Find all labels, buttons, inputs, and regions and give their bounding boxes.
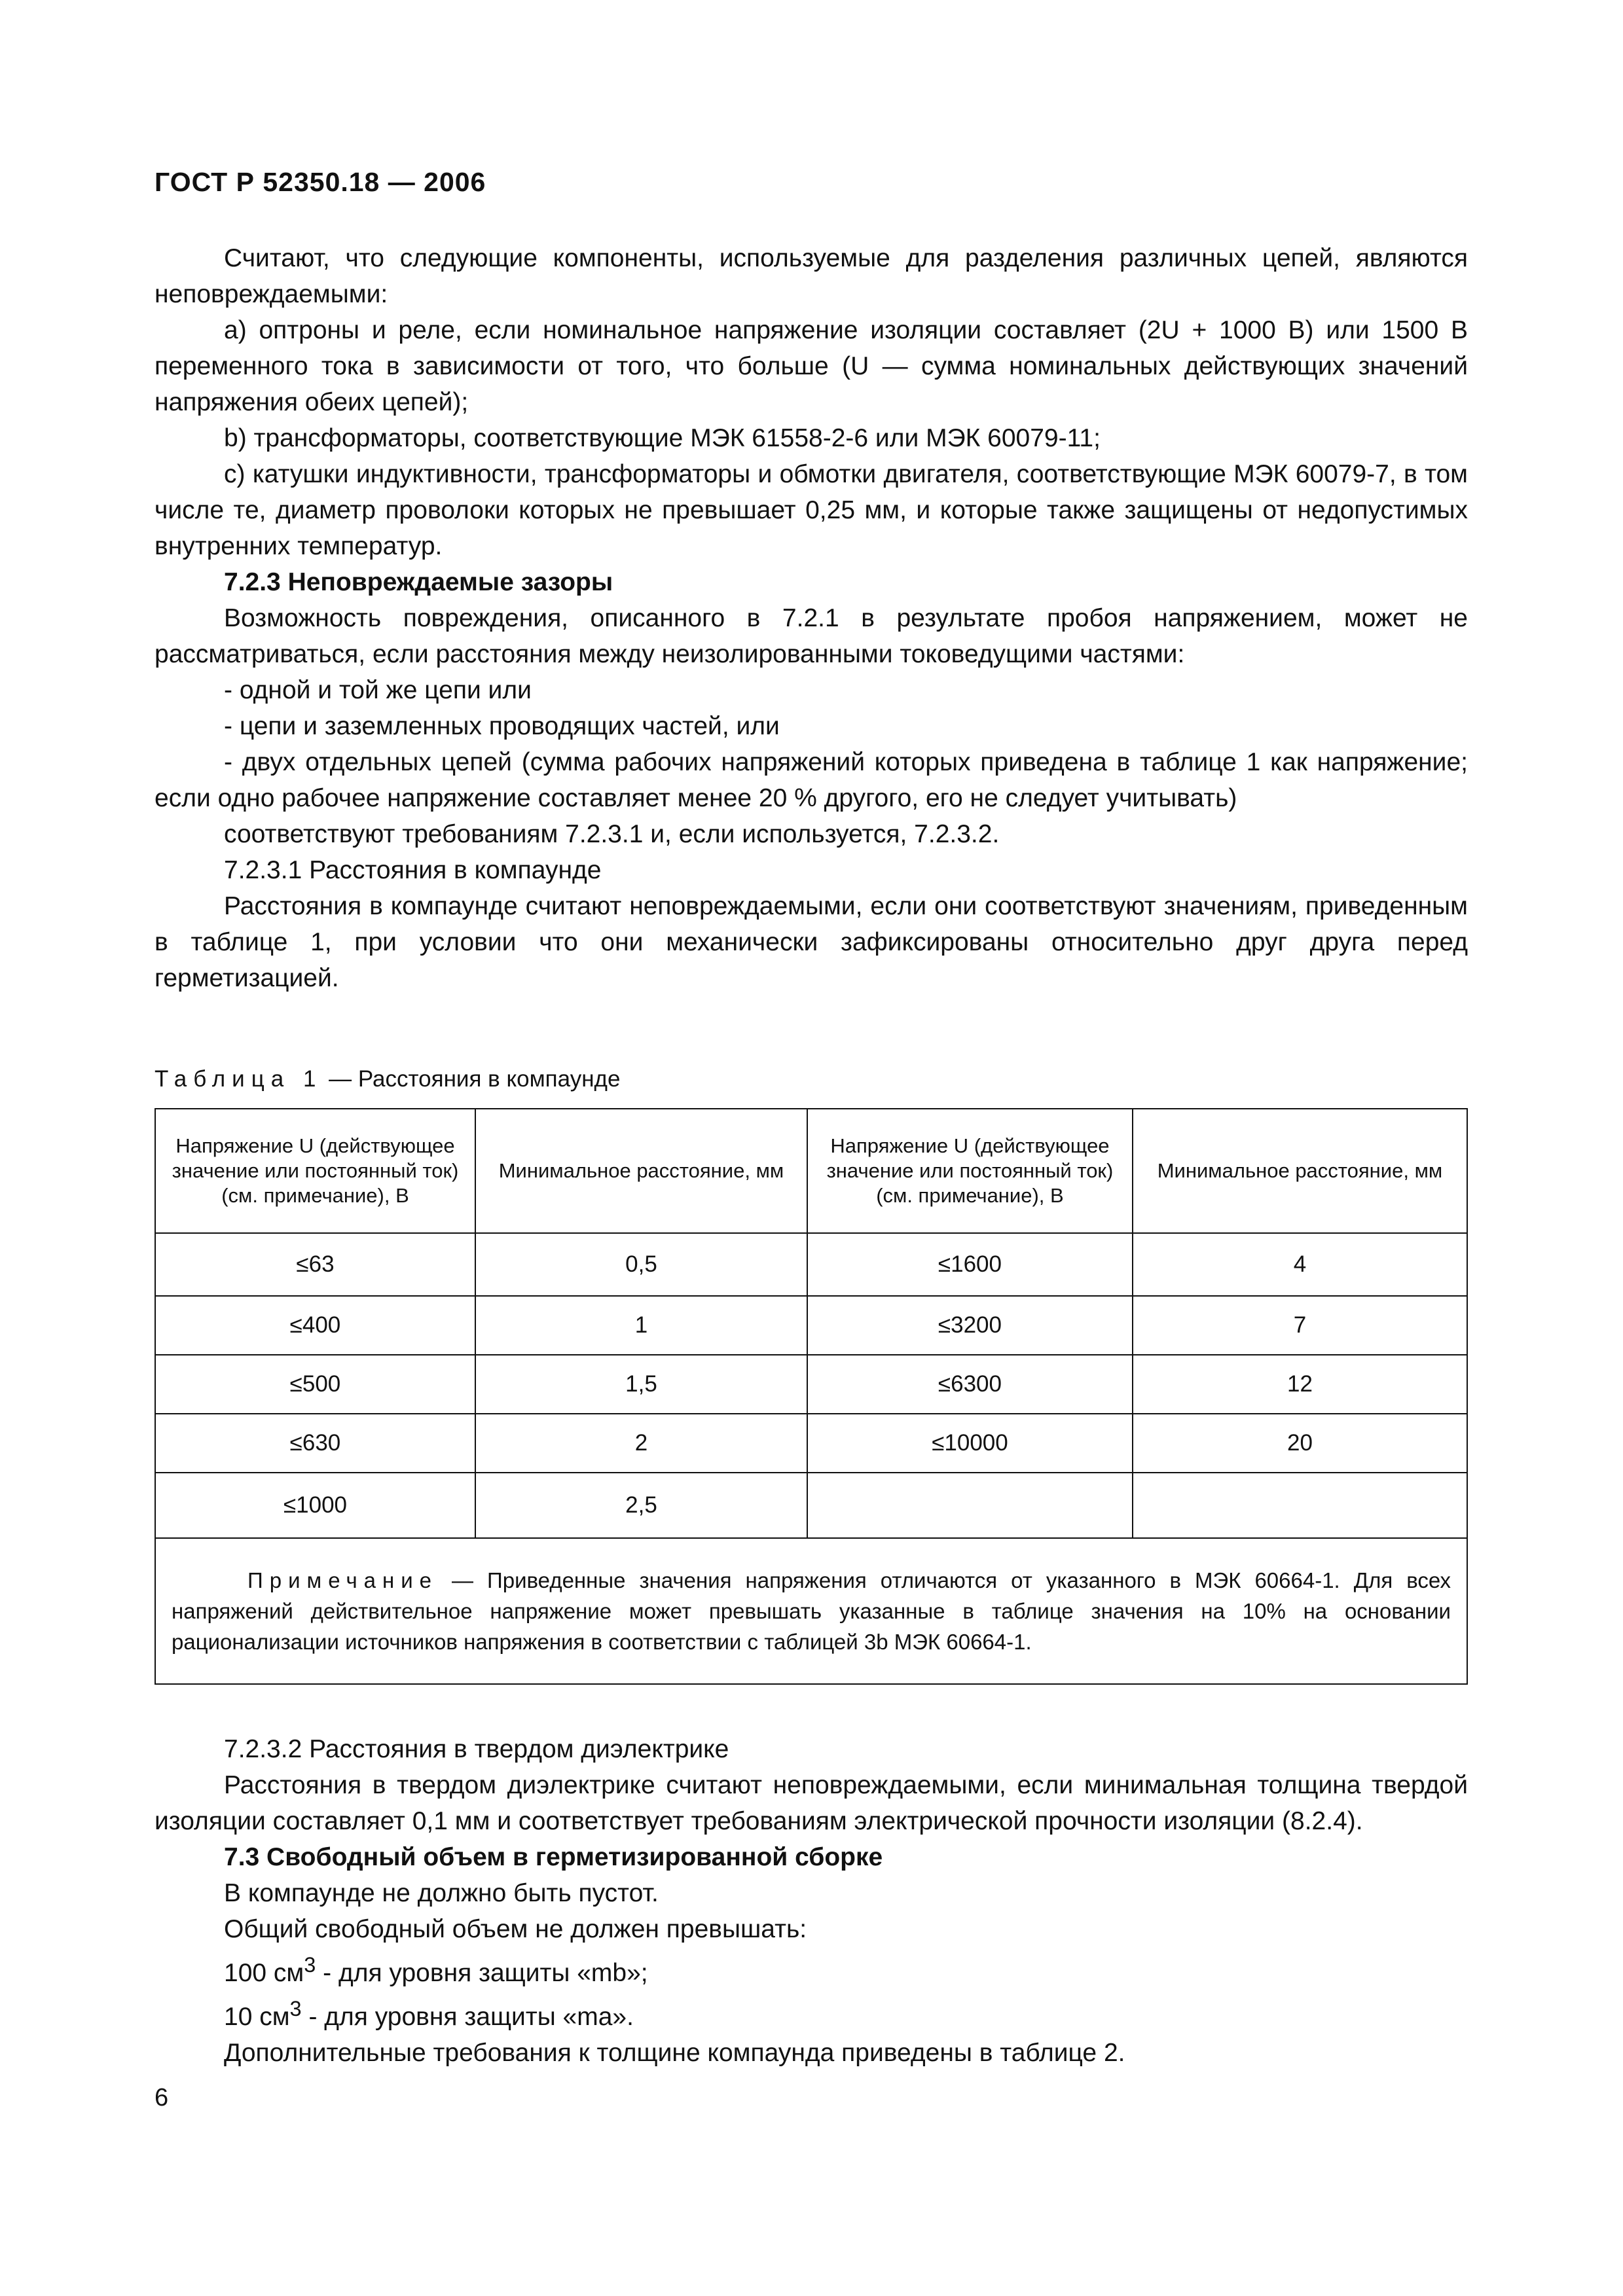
page-number: 6 [155, 2084, 169, 2111]
table-cell: ≤63 [155, 1233, 475, 1296]
table-cell: ≤400 [155, 1296, 475, 1355]
paragraph: соответствуют требованиям 7.2.3.1 и, если используется, 7.2.3.2. [224, 820, 1000, 848]
paragraph: Общий свободный объем не должен превышать: [224, 1915, 807, 1943]
table-caption-title: — Расстояния в компаунде [322, 1066, 621, 1092]
table-cell: ≤6300 [807, 1355, 1133, 1414]
paragraph: Расстояния в компаунде считают неповреждаемыми, если они соответствуют значениям, приведенным в таблице 1, при условии что они механически зафиксированы относительно друг друга перед герметизацией. [155, 892, 1468, 992]
volume-description: - для уровня защиты «ma». [301, 2003, 634, 2031]
volume-description: - для уровня защиты «mb»; [316, 1959, 648, 1987]
dash-item: - двух отдельных цепей (сумма рабочих напряжений которых приведена в таблице 1 как напряжение; если одно рабочее напряжение составляет менее 20 % другого, его не следует учитывать) [155, 748, 1468, 812]
volume-limit-ma [155, 1991, 1468, 2035]
list-item-c: c) катушки индуктивности, трансформаторы и обмотки двигателя, соответствующие МЭК 60079-7, в том числе те, диаметр проволоки которых не превышает 0,25 мм, и которые также защищены от недопустимых внутренних температур. [155, 460, 1468, 560]
paragraph: Считают, что следующие компоненты, используемые для разделения различных цепей, являются неповреждаемыми: [155, 244, 1468, 308]
note-label: Примечание [247, 1568, 439, 1592]
document-header: ГОСТ Р 52350.18 — 2006 [155, 167, 486, 197]
table-note [155, 1538, 1467, 1684]
subsection-heading-7-2-3-1: 7.2.3.1 Расстояния в компаунде [224, 856, 602, 884]
list-item-b: b) трансформаторы, соответствующие МЭК 61558-2-6 или МЭК 60079-11; [224, 424, 1101, 452]
table-note-row [155, 1538, 1467, 1684]
table-cell: ≤3200 [807, 1296, 1133, 1355]
header-voltage: Напряжение U (действующее значение или постоянный ток) (см. примечание), В [155, 1109, 475, 1233]
table-row [155, 1233, 1467, 1296]
body-section-2 [155, 1731, 1468, 2071]
table-cell: ≤1600 [807, 1233, 1133, 1296]
table-cell: ≤630 [155, 1414, 475, 1473]
dash-item: - одной и той же цепи или [224, 676, 532, 704]
distances-table [155, 1108, 1468, 1685]
paragraph: В компаунде не должно быть пустот. [224, 1879, 659, 1907]
table-row [155, 1473, 1467, 1538]
table-cell: 12 [1133, 1355, 1467, 1414]
table-cell: 2,5 [475, 1473, 807, 1538]
list-item-a: a) оптроны и реле, если номинальное напряжение изоляции составляет (2U + 1000 В) или 1500 В переменного тока в зависимости от того, что больше (U — сумма номинальных действующих значений напряжения обеих цепей); [155, 316, 1468, 416]
table-caption [155, 1063, 620, 1096]
table-caption-label: Таблица 1 [155, 1066, 323, 1092]
table-cell: ≤10000 [807, 1414, 1133, 1473]
volume-limit-mb [155, 1947, 1468, 1991]
table-cell: ≤1000 [155, 1473, 475, 1538]
subsection-heading-7-2-3-2: 7.2.3.2 Расстояния в твердом диэлектрике [224, 1735, 729, 1763]
table-cell: ≤500 [155, 1355, 475, 1414]
table-row [155, 1414, 1467, 1473]
body-section-1 [155, 240, 1468, 996]
paragraph: Расстояния в твердом диэлектрике считают неповреждаемыми, если минимальная толщина твердой изоляции составляет 0,1 мм и соответствует требованиям электрической прочности изоляции (8.2.4). [155, 1771, 1468, 1835]
section-heading-7-2-3: 7.2.3 Неповреждаемые зазоры [224, 568, 613, 596]
volume-value: 10 см [224, 2003, 290, 2031]
table-cell: 4 [1133, 1233, 1467, 1296]
volume-unit-exponent: 3 [304, 1953, 316, 1977]
table-cell: 20 [1133, 1414, 1467, 1473]
table-cell: 1,5 [475, 1355, 807, 1414]
volume-unit-exponent: 3 [289, 1997, 302, 2020]
header-min-distance: Минимальное расстояние, мм [475, 1109, 807, 1233]
table-cell: 2 [475, 1414, 807, 1473]
table-cell: 1 [475, 1296, 807, 1355]
dash-item: - цепи и заземленных проводящих частей, или [224, 712, 780, 740]
table-cell: 7 [1133, 1296, 1467, 1355]
table-row [155, 1355, 1467, 1414]
table-row [155, 1296, 1467, 1355]
table-cell [807, 1473, 1133, 1538]
volume-value: 100 см [224, 1959, 304, 1987]
header-min-distance: Минимальное расстояние, мм [1133, 1109, 1467, 1233]
note-text: — Приведенные значения напряжения отличаются от указанного в МЭК 60664-1. Для всех напряжений действительное напряжение может превышать указанные в таблице значения на 10% на основании рационализации источников напряжения в соответствии с таблицей 3b МЭК 60664-1. [172, 1568, 1451, 1654]
table-cell: 0,5 [475, 1233, 807, 1296]
paragraph: Дополнительные требования к толщине компаунда приведены в таблице 2. [224, 2039, 1125, 2067]
table-header-row [155, 1109, 1467, 1233]
paragraph: Возможность повреждения, описанного в 7.2.1 в результате пробоя напряжением, может не рассматриваться, если расстояния между неизолированными токоведущими частями: [155, 604, 1468, 668]
table-cell [1133, 1473, 1467, 1538]
header-voltage: Напряжение U (действующее значение или постоянный ток) (см. примечание), В [807, 1109, 1133, 1233]
section-heading-7-3: 7.3 Свободный объем в герметизированной сборке [224, 1843, 883, 1871]
